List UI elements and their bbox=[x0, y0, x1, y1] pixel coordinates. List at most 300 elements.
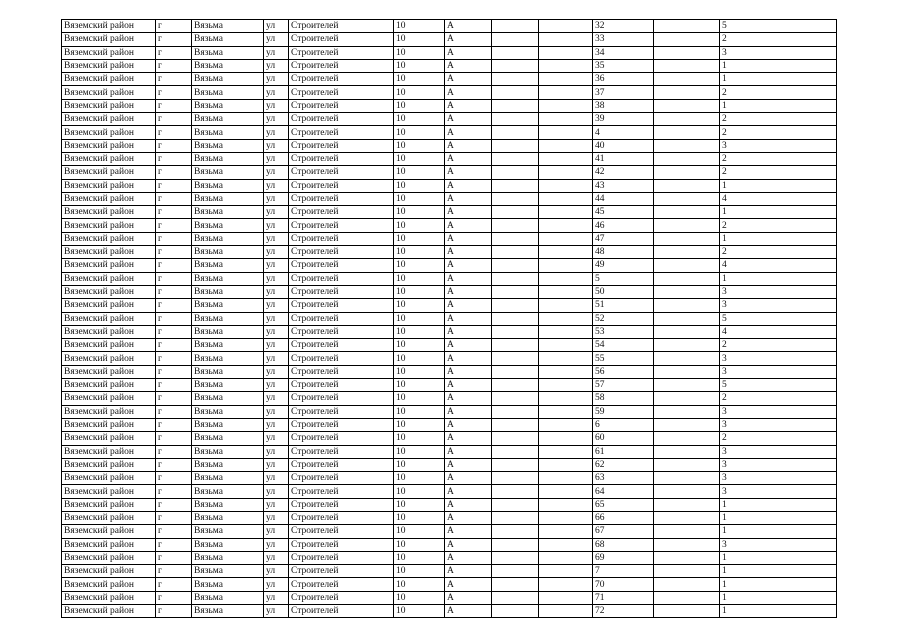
cell-apartment: 60 bbox=[593, 432, 654, 445]
cell-locality: Вязьма bbox=[192, 605, 264, 618]
cell-street: Строителей bbox=[289, 206, 394, 219]
cell-apartment: 61 bbox=[593, 445, 654, 458]
cell-room bbox=[654, 206, 720, 219]
cell-locality: Вязьма bbox=[192, 219, 264, 232]
cell-street-type: ул bbox=[264, 113, 289, 126]
cell-locality: Вязьма bbox=[192, 565, 264, 578]
cell-district: Вяземский район bbox=[62, 206, 156, 219]
cell-locality-type: г bbox=[156, 73, 192, 86]
cell-count: 2 bbox=[720, 166, 837, 179]
cell-structure bbox=[539, 352, 593, 365]
cell-house: 10 bbox=[394, 498, 445, 511]
cell-district: Вяземский район bbox=[62, 299, 156, 312]
cell-building bbox=[492, 591, 539, 604]
cell-street-type: ул bbox=[264, 485, 289, 498]
cell-letter: А bbox=[445, 379, 492, 392]
table-row bbox=[62, 113, 837, 126]
cell-house: 10 bbox=[394, 525, 445, 538]
cell-locality-type: г bbox=[156, 139, 192, 152]
cell-locality-type: г bbox=[156, 551, 192, 564]
table-row bbox=[62, 325, 837, 338]
cell-district: Вяземский район bbox=[62, 511, 156, 524]
cell-locality: Вязьма bbox=[192, 498, 264, 511]
cell-locality-type: г bbox=[156, 418, 192, 431]
cell-district: Вяземский район bbox=[62, 605, 156, 618]
cell-district: Вяземский район bbox=[62, 20, 156, 33]
table-row bbox=[62, 418, 837, 431]
cell-room bbox=[654, 325, 720, 338]
table-row bbox=[62, 485, 837, 498]
cell-apartment: 43 bbox=[593, 179, 654, 192]
cell-street-type: ул bbox=[264, 86, 289, 99]
cell-street: Строителей bbox=[289, 578, 394, 591]
cell-building bbox=[492, 179, 539, 192]
cell-locality: Вязьма bbox=[192, 46, 264, 59]
cell-structure bbox=[539, 458, 593, 471]
cell-house: 10 bbox=[394, 538, 445, 551]
cell-building bbox=[492, 312, 539, 325]
cell-locality-type: г bbox=[156, 312, 192, 325]
cell-apartment: 35 bbox=[593, 59, 654, 72]
cell-building bbox=[492, 339, 539, 352]
cell-locality: Вязьма bbox=[192, 365, 264, 378]
cell-structure bbox=[539, 139, 593, 152]
cell-letter: А bbox=[445, 498, 492, 511]
cell-locality: Вязьма bbox=[192, 126, 264, 139]
cell-street: Строителей bbox=[289, 20, 394, 33]
cell-room bbox=[654, 86, 720, 99]
cell-structure bbox=[539, 99, 593, 112]
cell-structure bbox=[539, 232, 593, 245]
cell-room bbox=[654, 498, 720, 511]
cell-letter: А bbox=[445, 46, 492, 59]
cell-house: 10 bbox=[394, 152, 445, 165]
address-table bbox=[61, 19, 837, 618]
cell-letter: А bbox=[445, 365, 492, 378]
cell-structure bbox=[539, 20, 593, 33]
cell-structure bbox=[539, 325, 593, 338]
cell-locality: Вязьма bbox=[192, 285, 264, 298]
cell-apartment: 33 bbox=[593, 33, 654, 46]
cell-street: Строителей bbox=[289, 139, 394, 152]
cell-district: Вяземский район bbox=[62, 99, 156, 112]
cell-room bbox=[654, 192, 720, 205]
cell-apartment: 67 bbox=[593, 525, 654, 538]
cell-building bbox=[492, 405, 539, 418]
cell-letter: А bbox=[445, 139, 492, 152]
cell-locality-type: г bbox=[156, 259, 192, 272]
cell-district: Вяземский район bbox=[62, 232, 156, 245]
cell-house: 10 bbox=[394, 192, 445, 205]
table-row bbox=[62, 538, 837, 551]
cell-street: Строителей bbox=[289, 152, 394, 165]
cell-street-type: ул bbox=[264, 192, 289, 205]
cell-locality: Вязьма bbox=[192, 551, 264, 564]
cell-street-type: ул bbox=[264, 166, 289, 179]
cell-building bbox=[492, 33, 539, 46]
cell-count: 3 bbox=[720, 538, 837, 551]
cell-structure bbox=[539, 525, 593, 538]
cell-locality: Вязьма bbox=[192, 272, 264, 285]
cell-count: 2 bbox=[720, 126, 837, 139]
table-row bbox=[62, 139, 837, 152]
cell-structure bbox=[539, 113, 593, 126]
cell-room bbox=[654, 246, 720, 259]
cell-letter: А bbox=[445, 152, 492, 165]
cell-street: Строителей bbox=[289, 405, 394, 418]
cell-locality: Вязьма bbox=[192, 379, 264, 392]
cell-locality: Вязьма bbox=[192, 139, 264, 152]
cell-locality: Вязьма bbox=[192, 352, 264, 365]
cell-room bbox=[654, 33, 720, 46]
cell-apartment: 34 bbox=[593, 46, 654, 59]
cell-letter: А bbox=[445, 472, 492, 485]
table-row bbox=[62, 206, 837, 219]
cell-building bbox=[492, 365, 539, 378]
cell-room bbox=[654, 285, 720, 298]
cell-room bbox=[654, 379, 720, 392]
cell-street-type: ул bbox=[264, 232, 289, 245]
cell-locality-type: г bbox=[156, 299, 192, 312]
cell-count: 3 bbox=[720, 46, 837, 59]
cell-locality-type: г bbox=[156, 152, 192, 165]
cell-street: Строителей bbox=[289, 445, 394, 458]
cell-street: Строителей bbox=[289, 166, 394, 179]
cell-locality-type: г bbox=[156, 272, 192, 285]
cell-house: 10 bbox=[394, 339, 445, 352]
table-row bbox=[62, 166, 837, 179]
cell-count: 3 bbox=[720, 299, 837, 312]
cell-locality-type: г bbox=[156, 219, 192, 232]
cell-street: Строителей bbox=[289, 605, 394, 618]
cell-room bbox=[654, 418, 720, 431]
cell-locality-type: г bbox=[156, 538, 192, 551]
cell-building bbox=[492, 139, 539, 152]
table-row bbox=[62, 605, 837, 618]
cell-house: 10 bbox=[394, 485, 445, 498]
cell-letter: А bbox=[445, 325, 492, 338]
cell-district: Вяземский район bbox=[62, 551, 156, 564]
cell-apartment: 65 bbox=[593, 498, 654, 511]
cell-house: 10 bbox=[394, 285, 445, 298]
cell-street-type: ул bbox=[264, 59, 289, 72]
cell-locality-type: г bbox=[156, 379, 192, 392]
cell-apartment: 49 bbox=[593, 259, 654, 272]
cell-room bbox=[654, 525, 720, 538]
cell-structure bbox=[539, 179, 593, 192]
cell-letter: А bbox=[445, 206, 492, 219]
cell-count: 2 bbox=[720, 152, 837, 165]
cell-locality-type: г bbox=[156, 166, 192, 179]
cell-street: Строителей bbox=[289, 339, 394, 352]
table-row bbox=[62, 432, 837, 445]
cell-district: Вяземский район bbox=[62, 352, 156, 365]
table-row bbox=[62, 392, 837, 405]
cell-count: 3 bbox=[720, 485, 837, 498]
cell-count: 3 bbox=[720, 285, 837, 298]
cell-count: 2 bbox=[720, 33, 837, 46]
cell-structure bbox=[539, 272, 593, 285]
cell-district: Вяземский район bbox=[62, 591, 156, 604]
cell-letter: А bbox=[445, 192, 492, 205]
cell-apartment: 63 bbox=[593, 472, 654, 485]
cell-letter: А bbox=[445, 591, 492, 604]
cell-street-type: ул bbox=[264, 432, 289, 445]
cell-letter: А bbox=[445, 578, 492, 591]
cell-room bbox=[654, 272, 720, 285]
cell-house: 10 bbox=[394, 392, 445, 405]
cell-house: 10 bbox=[394, 59, 445, 72]
cell-building bbox=[492, 59, 539, 72]
cell-district: Вяземский район bbox=[62, 538, 156, 551]
cell-count: 5 bbox=[720, 379, 837, 392]
cell-building bbox=[492, 432, 539, 445]
cell-locality: Вязьма bbox=[192, 259, 264, 272]
cell-room bbox=[654, 166, 720, 179]
table-row bbox=[62, 299, 837, 312]
cell-locality-type: г bbox=[156, 498, 192, 511]
cell-apartment: 68 bbox=[593, 538, 654, 551]
cell-locality-type: г bbox=[156, 352, 192, 365]
cell-structure bbox=[539, 445, 593, 458]
cell-street-type: ул bbox=[264, 33, 289, 46]
cell-locality: Вязьма bbox=[192, 206, 264, 219]
cell-structure bbox=[539, 46, 593, 59]
cell-structure bbox=[539, 59, 593, 72]
table-row bbox=[62, 46, 837, 59]
cell-street-type: ул bbox=[264, 299, 289, 312]
cell-apartment: 52 bbox=[593, 312, 654, 325]
cell-letter: А bbox=[445, 86, 492, 99]
cell-street-type: ул bbox=[264, 392, 289, 405]
cell-district: Вяземский район bbox=[62, 179, 156, 192]
cell-street: Строителей bbox=[289, 232, 394, 245]
cell-district: Вяземский район bbox=[62, 272, 156, 285]
cell-structure bbox=[539, 432, 593, 445]
cell-room bbox=[654, 485, 720, 498]
cell-building bbox=[492, 445, 539, 458]
cell-structure bbox=[539, 219, 593, 232]
cell-letter: А bbox=[445, 605, 492, 618]
cell-locality: Вязьма bbox=[192, 472, 264, 485]
cell-street: Строителей bbox=[289, 392, 394, 405]
cell-district: Вяземский район bbox=[62, 405, 156, 418]
cell-locality-type: г bbox=[156, 246, 192, 259]
cell-room bbox=[654, 99, 720, 112]
cell-house: 10 bbox=[394, 365, 445, 378]
cell-room bbox=[654, 139, 720, 152]
cell-house: 10 bbox=[394, 259, 445, 272]
cell-street-type: ул bbox=[264, 591, 289, 604]
cell-count: 3 bbox=[720, 445, 837, 458]
cell-apartment: 58 bbox=[593, 392, 654, 405]
cell-street: Строителей bbox=[289, 352, 394, 365]
cell-letter: А bbox=[445, 511, 492, 524]
cell-count: 2 bbox=[720, 86, 837, 99]
cell-building bbox=[492, 605, 539, 618]
cell-letter: А bbox=[445, 445, 492, 458]
cell-building bbox=[492, 458, 539, 471]
cell-structure bbox=[539, 538, 593, 551]
cell-room bbox=[654, 73, 720, 86]
cell-room bbox=[654, 20, 720, 33]
cell-district: Вяземский район bbox=[62, 485, 156, 498]
cell-building bbox=[492, 126, 539, 139]
cell-street: Строителей bbox=[289, 59, 394, 72]
cell-letter: А bbox=[445, 405, 492, 418]
cell-locality-type: г bbox=[156, 591, 192, 604]
cell-room bbox=[654, 392, 720, 405]
cell-street: Строителей bbox=[289, 538, 394, 551]
cell-street: Строителей bbox=[289, 551, 394, 564]
table-row bbox=[62, 472, 837, 485]
cell-apartment: 32 bbox=[593, 20, 654, 33]
cell-locality-type: г bbox=[156, 325, 192, 338]
cell-apartment: 54 bbox=[593, 339, 654, 352]
cell-room bbox=[654, 565, 720, 578]
cell-locality: Вязьма bbox=[192, 578, 264, 591]
cell-locality: Вязьма bbox=[192, 392, 264, 405]
table-row bbox=[62, 192, 837, 205]
cell-street-type: ул bbox=[264, 498, 289, 511]
cell-structure bbox=[539, 485, 593, 498]
cell-count: 1 bbox=[720, 565, 837, 578]
table-row bbox=[62, 232, 837, 245]
cell-street: Строителей bbox=[289, 246, 394, 259]
cell-apartment: 66 bbox=[593, 511, 654, 524]
cell-street: Строителей bbox=[289, 485, 394, 498]
table-row bbox=[62, 339, 837, 352]
cell-street-type: ул bbox=[264, 126, 289, 139]
cell-building bbox=[492, 259, 539, 272]
cell-building bbox=[492, 219, 539, 232]
cell-street-type: ул bbox=[264, 99, 289, 112]
cell-letter: А bbox=[445, 392, 492, 405]
cell-street-type: ул bbox=[264, 525, 289, 538]
cell-count: 2 bbox=[720, 392, 837, 405]
cell-street: Строителей bbox=[289, 312, 394, 325]
cell-house: 10 bbox=[394, 591, 445, 604]
cell-street-type: ул bbox=[264, 565, 289, 578]
cell-house: 10 bbox=[394, 86, 445, 99]
cell-district: Вяземский район bbox=[62, 392, 156, 405]
cell-building bbox=[492, 392, 539, 405]
cell-room bbox=[654, 113, 720, 126]
cell-house: 10 bbox=[394, 46, 445, 59]
cell-letter: А bbox=[445, 219, 492, 232]
cell-building bbox=[492, 206, 539, 219]
cell-count: 4 bbox=[720, 192, 837, 205]
cell-room bbox=[654, 232, 720, 245]
table-row bbox=[62, 20, 837, 33]
cell-building bbox=[492, 192, 539, 205]
cell-street-type: ул bbox=[264, 73, 289, 86]
cell-letter: А bbox=[445, 59, 492, 72]
cell-locality-type: г bbox=[156, 458, 192, 471]
cell-locality-type: г bbox=[156, 86, 192, 99]
cell-street-type: ул bbox=[264, 365, 289, 378]
cell-district: Вяземский район bbox=[62, 578, 156, 591]
table-row bbox=[62, 99, 837, 112]
cell-letter: А bbox=[445, 272, 492, 285]
cell-locality-type: г bbox=[156, 432, 192, 445]
cell-room bbox=[654, 126, 720, 139]
cell-street: Строителей bbox=[289, 432, 394, 445]
cell-letter: А bbox=[445, 99, 492, 112]
cell-building bbox=[492, 352, 539, 365]
cell-street-type: ул bbox=[264, 405, 289, 418]
cell-street: Строителей bbox=[289, 565, 394, 578]
cell-apartment: 44 bbox=[593, 192, 654, 205]
cell-locality: Вязьма bbox=[192, 458, 264, 471]
cell-apartment: 4 bbox=[593, 126, 654, 139]
cell-letter: А bbox=[445, 485, 492, 498]
cell-room bbox=[654, 472, 720, 485]
cell-district: Вяземский район bbox=[62, 33, 156, 46]
cell-house: 10 bbox=[394, 33, 445, 46]
cell-locality: Вязьма bbox=[192, 192, 264, 205]
cell-house: 10 bbox=[394, 445, 445, 458]
table-row bbox=[62, 458, 837, 471]
cell-structure bbox=[539, 365, 593, 378]
cell-structure bbox=[539, 605, 593, 618]
table-body bbox=[62, 20, 837, 618]
cell-count: 1 bbox=[720, 551, 837, 564]
cell-room bbox=[654, 578, 720, 591]
cell-structure bbox=[539, 392, 593, 405]
cell-locality: Вязьма bbox=[192, 166, 264, 179]
cell-apartment: 59 bbox=[593, 405, 654, 418]
cell-district: Вяземский район bbox=[62, 365, 156, 378]
cell-apartment: 55 bbox=[593, 352, 654, 365]
cell-apartment: 56 bbox=[593, 365, 654, 378]
cell-apartment: 47 bbox=[593, 232, 654, 245]
cell-district: Вяземский район bbox=[62, 525, 156, 538]
cell-count: 2 bbox=[720, 246, 837, 259]
cell-locality-type: г bbox=[156, 206, 192, 219]
cell-house: 10 bbox=[394, 126, 445, 139]
cell-street-type: ул bbox=[264, 472, 289, 485]
cell-letter: А bbox=[445, 285, 492, 298]
cell-apartment: 71 bbox=[593, 591, 654, 604]
cell-house: 10 bbox=[394, 472, 445, 485]
cell-house: 10 bbox=[394, 272, 445, 285]
cell-district: Вяземский район bbox=[62, 246, 156, 259]
cell-apartment: 41 bbox=[593, 152, 654, 165]
cell-house: 10 bbox=[394, 139, 445, 152]
cell-room bbox=[654, 551, 720, 564]
table-row bbox=[62, 73, 837, 86]
cell-street: Строителей bbox=[289, 73, 394, 86]
cell-locality-type: г bbox=[156, 285, 192, 298]
cell-street-type: ул bbox=[264, 339, 289, 352]
cell-room bbox=[654, 259, 720, 272]
cell-building bbox=[492, 472, 539, 485]
cell-room bbox=[654, 299, 720, 312]
cell-street-type: ул bbox=[264, 605, 289, 618]
cell-building bbox=[492, 246, 539, 259]
cell-street: Строителей bbox=[289, 458, 394, 471]
cell-apartment: 50 bbox=[593, 285, 654, 298]
cell-building bbox=[492, 525, 539, 538]
cell-house: 10 bbox=[394, 511, 445, 524]
cell-street-type: ул bbox=[264, 179, 289, 192]
cell-structure bbox=[539, 166, 593, 179]
cell-room bbox=[654, 365, 720, 378]
cell-house: 10 bbox=[394, 458, 445, 471]
cell-building bbox=[492, 551, 539, 564]
cell-district: Вяземский район bbox=[62, 113, 156, 126]
